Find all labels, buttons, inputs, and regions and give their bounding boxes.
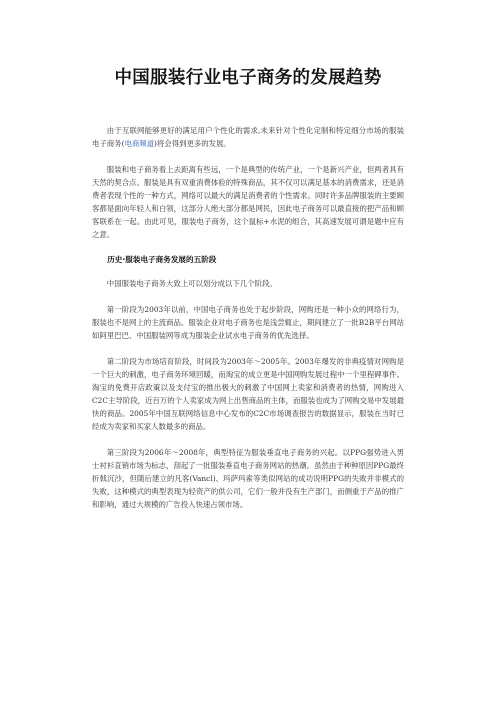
- body-paragraph: 第二阶段为市场培育阶段，时间段为2003年～2005年。2003年爆发的非典疫情对网购是一个巨大的刺激，电子商务环境回暖，而淘宝的成立更是中国网购发展过程中一个里程碑事件。淘宝的免费开店政策以及支付宝的推出极大的刺激了中国网上卖家和消费者的热情，网购进入C2C主导阶段，近百万的个人卖家成为网上出售商品的主体，而服装也成为了网购交易中发展最快的商品。2005年中国互联网络信息中心发布的C2C市场调查报告的数据显示，服装在当时已经成为卖家和买家人数最多的商品。: [92, 357, 404, 431]
- intro-text-after: )将会得到更多的发展。: [154, 139, 231, 148]
- body-paragraph: 第一阶段为2003年以前，中国电子商务也处于起步阶段，网购还是一种小众的网络行为，服装也不是网上的主流商品。服装企业对电子商务也是浅尝辄止，期间建立了一批B2B平台网站如阿里巴巴、中国服装网等成为服装企业试水电子商务的优先选择。: [92, 305, 404, 340]
- intro-paragraph: [92, 124, 404, 150]
- intro-text-before: 由于互联网能够更好的满足用户个性化的需求,未来针对个性化定制和特定细分市场的服装电子商务(: [92, 126, 404, 148]
- document-body: [92, 124, 404, 511]
- section-heading: 历史·服装电子商务发展的五阶段: [107, 255, 217, 264]
- body-paragraph: 中国服装电子商务大致上可以划分成以下几个阶段。: [106, 279, 277, 288]
- body-paragraph: 服装和电子商务看上去距离有些远，一个是典型的传统产业，一个是新兴产业，但两者具有天然的契合点。服装是具有双重消费体验的特殊商品，其不仅可以满足基本的消费需求，还是消费者表现个性的一种方式，网络可以最大的满足消费者的个性需求。同时许多品牌服装的主要顾客都是面向年轻人和白领，这部分人绝大部分都是网民，因此电子商务可以最直接的把产品和顾客联系在一起。由此可见，服装电子商务，这个鼠标+水泥的组合，其高速发展可谓是题中应有之意。: [92, 165, 404, 239]
- ecommerce-channel-link[interactable]: 电商频道: [124, 139, 155, 148]
- body-paragraph: 第三阶段为2006年～2008年，典型特征为服装垂直电子商务的兴起。以PPG强势进入男士衬衫直销市场为标志，刮起了一批服装垂直电子商务网站的热潮。虽然由于种种原因PPG最终折戟沉沙，但随后建立的凡客(Vancl)、玛萨玛索等类似网站的成功说明PPG的失败并非模式的失败，这种模式的典型表现为轻资产的供公司，它们一般并没有生产部门，而侧重于产品的推广和影响，通过大规模的广告投入快速占领市场。: [92, 448, 404, 509]
- document-title: 中国服装行业电子商务的发展趋势: [114, 68, 382, 88]
